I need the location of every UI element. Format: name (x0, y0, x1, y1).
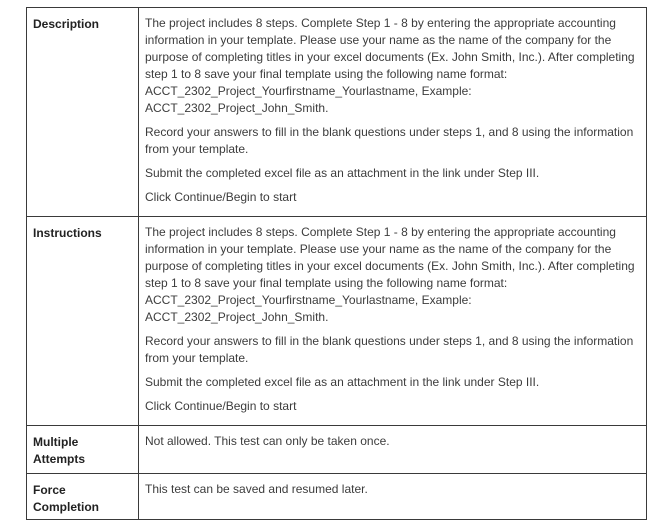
description-row (27, 8, 647, 217)
instructions-paragraph: Submit the completed excel file as an attachment in the link under Step III. (145, 375, 540, 389)
description-value (139, 8, 647, 217)
instructions-paragraph: Record your answers to fill in the blank questions under steps 1, and 8 using the information from your template. (145, 334, 634, 365)
description-paragraph: The project includes 8 steps. Complete Step 1 - 8 by entering the appropriate accounting information in your template. Please use your name as the name of the company for the purpose of completing titles in your excel documents (Ex. John Smith, Inc.). After completing step 1 to 8 save your final template using the following name format: ACCT_2302_Project_Yourfirstname_Yourlastname, Example: ACCT_2302_Project_John_Smith. (145, 16, 635, 115)
multiple-attempts-label: Multiple Attempts (27, 426, 139, 474)
test-details-table (26, 7, 647, 520)
description-paragraph: Submit the completed excel file as an attachment in the link under Step III. (145, 166, 540, 180)
instructions-value (139, 217, 647, 426)
description-label: Description (27, 8, 139, 217)
instructions-label: Instructions (27, 217, 139, 426)
force-completion-label: Force Completion (27, 474, 139, 520)
multiple-attempts-value: Not allowed. This test can only be taken once. (139, 426, 647, 474)
instructions-paragraph: The project includes 8 steps. Complete Step 1 - 8 by entering the appropriate accounting information in your template. Please use your name as the name of the company for the purpose of completing titles in your excel documents (Ex. John Smith, Inc.). After completing step 1 to 8 save your final template using the following name format: ACCT_2302_Project_Yourfirstname_Yourlastname, Example: ACCT_2302_Project_John_Smith. (145, 225, 635, 324)
instructions-row (27, 217, 647, 426)
description-paragraph: Click Continue/Begin to start (145, 190, 297, 204)
force-completion-value: This test can be saved and resumed later. (139, 474, 647, 520)
description-paragraph: Record your answers to fill in the blank questions under steps 1, and 8 using the information from your template. (145, 125, 634, 156)
multiple-attempts-row (27, 426, 647, 474)
instructions-paragraph: Click Continue/Begin to start (145, 399, 297, 413)
force-completion-row (27, 474, 647, 520)
